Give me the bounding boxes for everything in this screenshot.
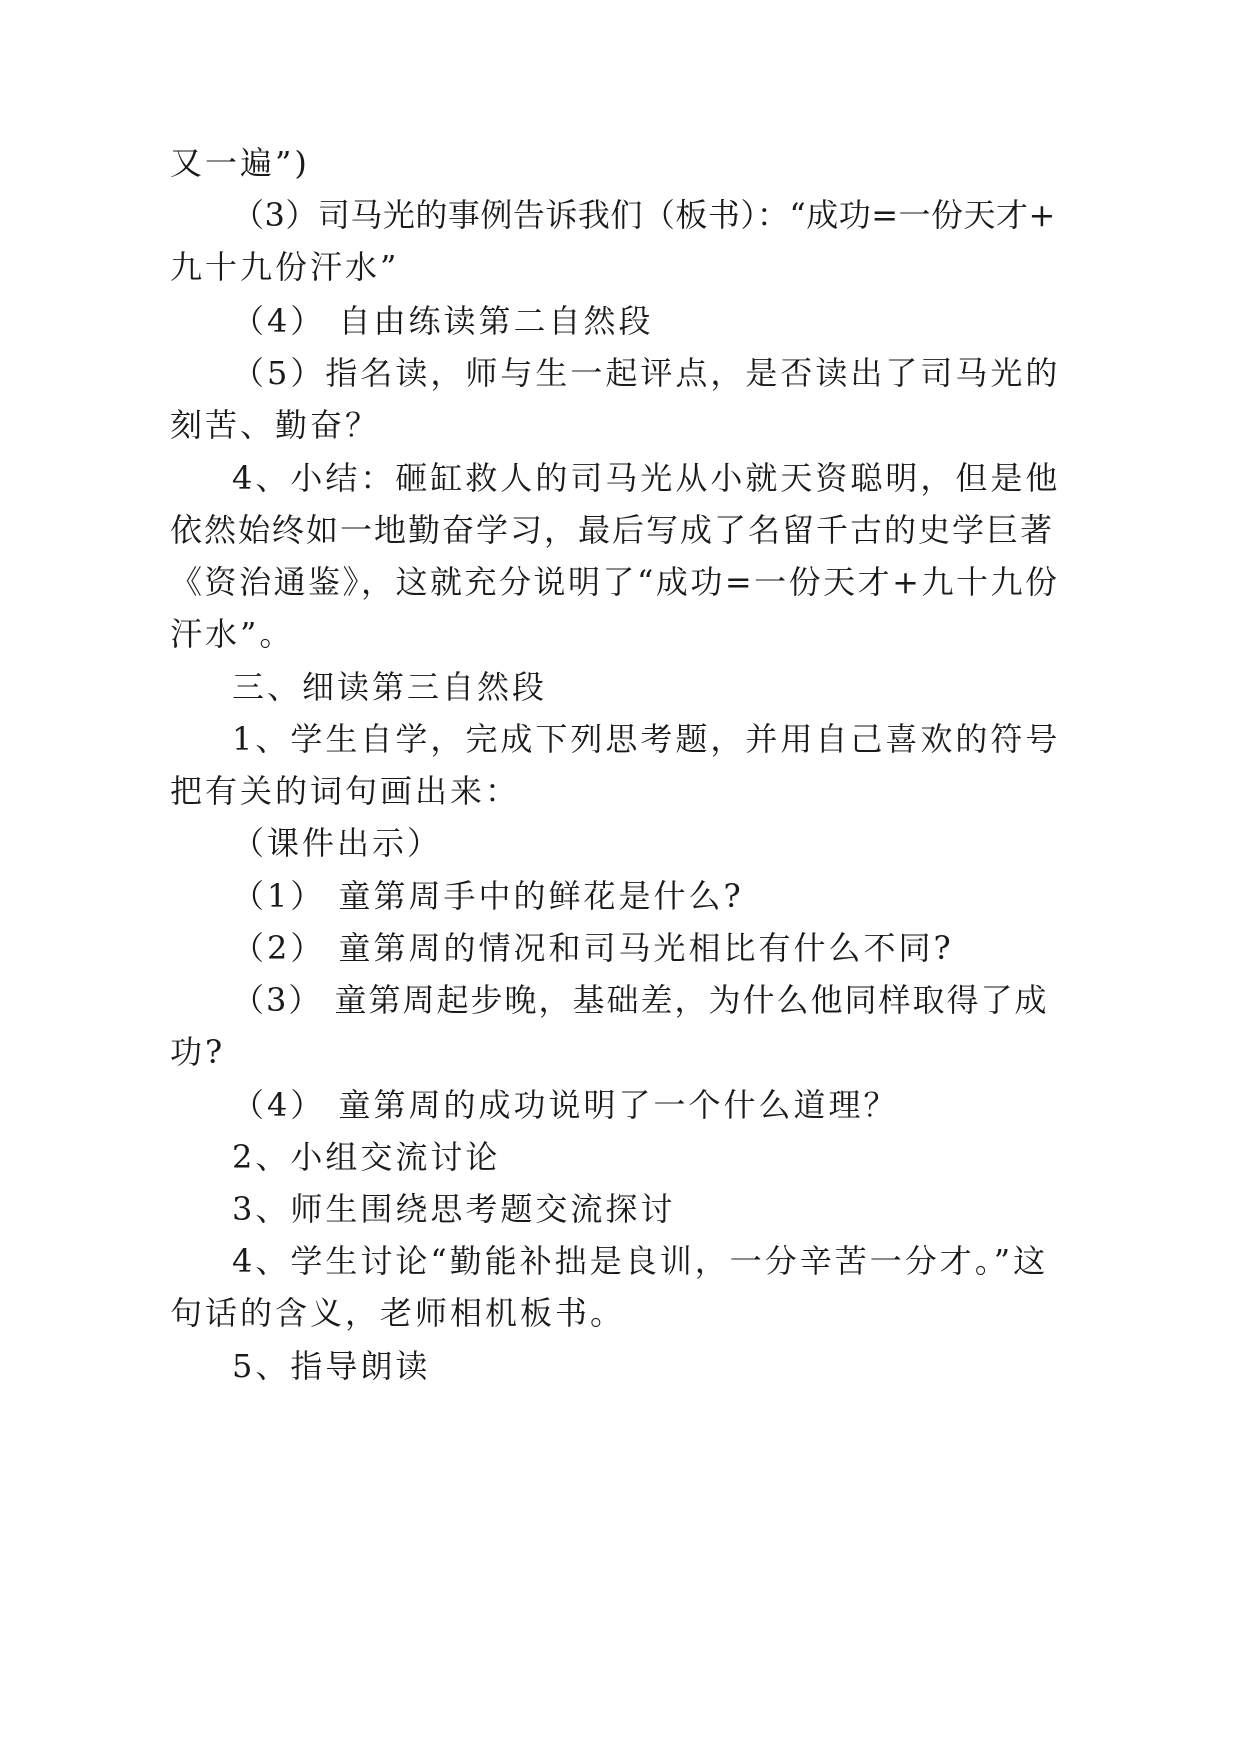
text-line: （1） 童第周手中的鲜花是什么? (232, 877, 744, 915)
text-line: （5）指名读，师与生一起评点，是否读出了司马光的 (232, 354, 1061, 392)
text-line: （4） 童第周的成功说明了一个什么道理？ (232, 1086, 899, 1124)
text-line: 又一遍”) (170, 144, 310, 182)
text-line: 把有关的词句画出来： (170, 772, 521, 810)
text-line: 《资治通鉴》，这就充分说明了“成功=一份天才+九十九份 (170, 563, 1060, 601)
text-line: 九十九份汗水” (170, 248, 400, 286)
text-line: 功? (170, 1033, 226, 1071)
text-line: 2、小组交流讨论 (232, 1138, 501, 1176)
text-line: 1、学生自学，完成下列思考题，并用自己喜欢的符号 (232, 720, 1061, 758)
text-line: （3） 童第周起步晚，基础差，为什么他同样取得了成 (232, 981, 1049, 1019)
text-line: 5、指导朗读 (232, 1347, 431, 1385)
text-line: 4、小结：砸缸救人的司马光从小就天资聪明，但是他 (232, 459, 1061, 497)
text-line: 刻苦、勤奋？ (170, 406, 381, 444)
text-line: （4） 自由练读第二自然段 (232, 302, 654, 340)
text-line: 3、师生围绕思考题交流探讨 (232, 1190, 676, 1228)
text-line: 汗水”。 (170, 615, 295, 653)
text-line: （2） 童第周的情况和司马光相比有什么不同? (232, 929, 954, 967)
text-line: （课件出示） (232, 824, 443, 862)
section-heading: 三、细读第三自然段 (232, 668, 548, 706)
text-line: 句话的含义，老师相机板书。 (170, 1294, 626, 1332)
text-line: （3）司马光的事例告诉我们（板书）：“成功=一份天才+ (232, 196, 1056, 234)
text-line: 依然始终如一地勤奋学习，最后写成了名留千古的史学巨著 (170, 511, 1055, 549)
text-line: 4、学生讨论“勤能补拙是良训，一分辛苦一分才。”这 (232, 1242, 1049, 1280)
